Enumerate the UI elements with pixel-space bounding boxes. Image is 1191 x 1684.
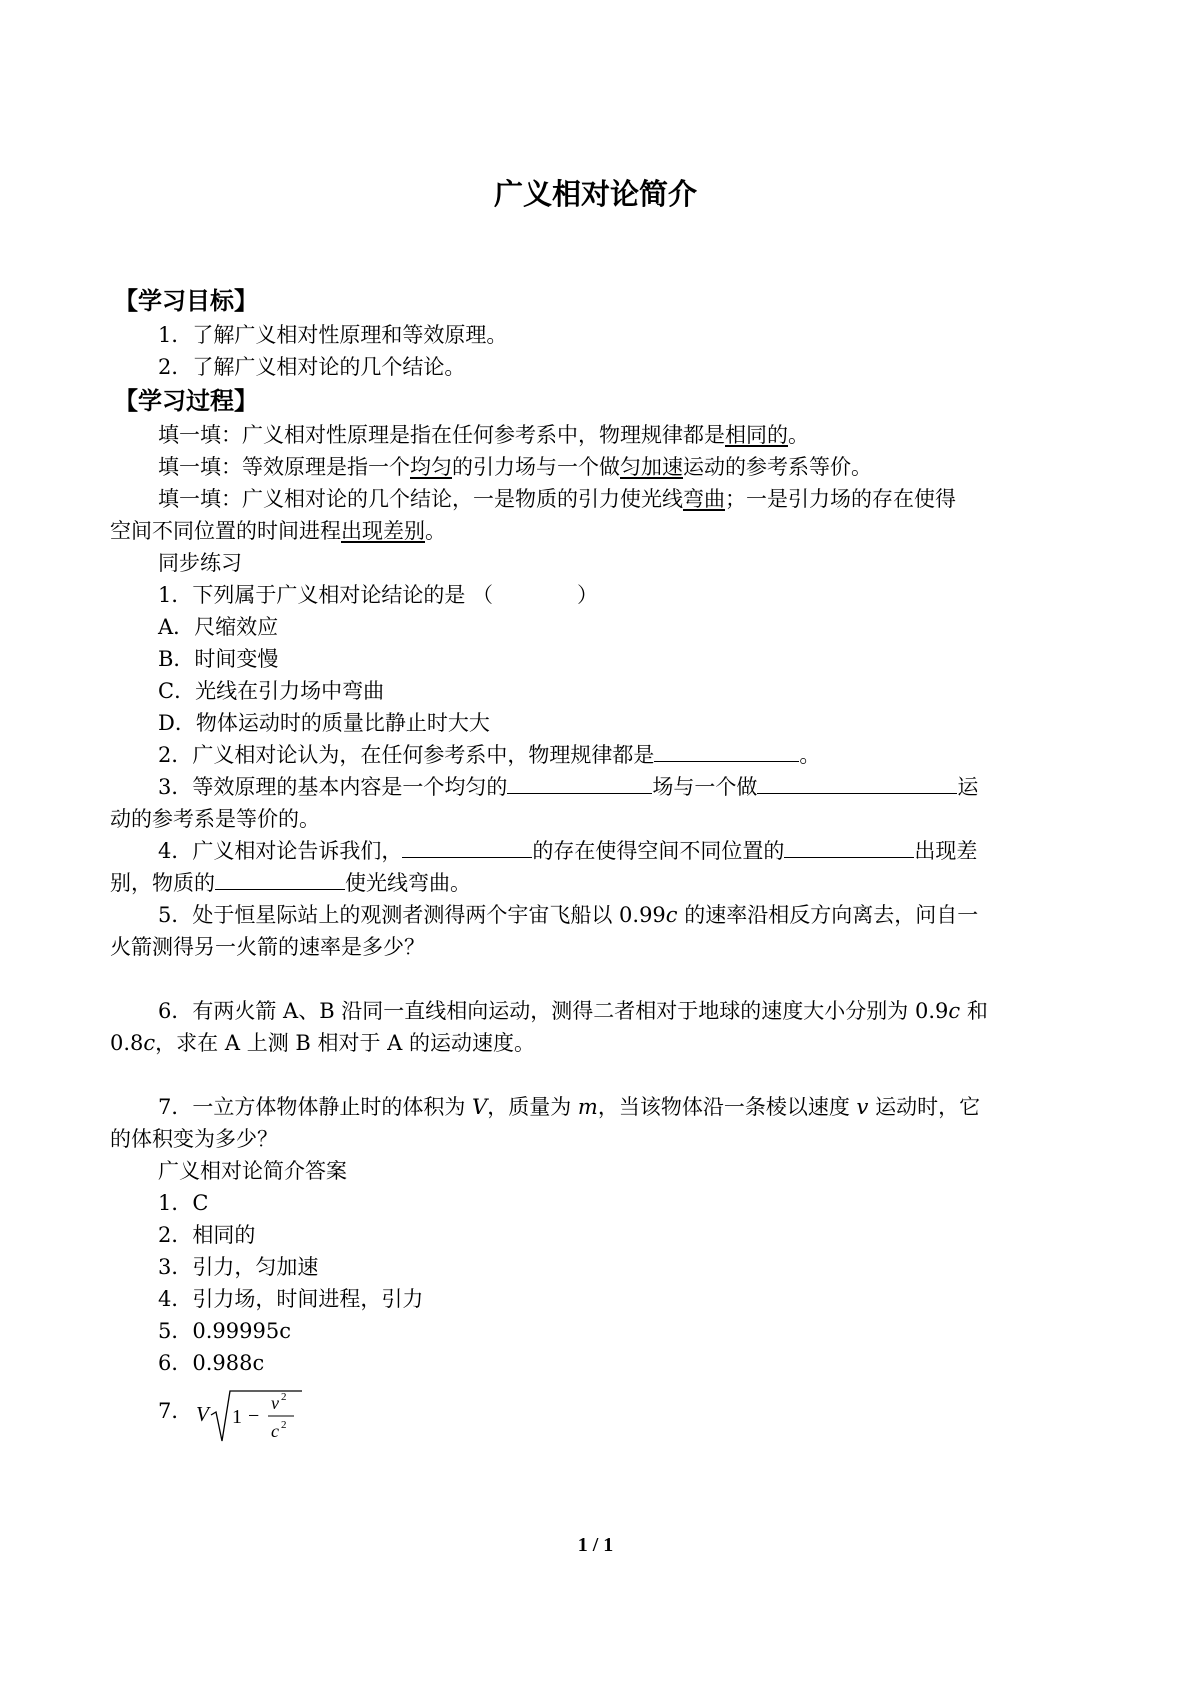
formula-exp-bottom: 2 — [281, 1419, 287, 1431]
question-1: 1．下列属于广义相对论结论的是 （ ） — [158, 583, 599, 607]
question-6-cont: 0.8c，求在 A 上测 B 相对于 A 的运动速度。 — [110, 1031, 535, 1055]
option-c: C．光线在引力场中弯曲 — [158, 679, 385, 703]
answer-item: 3．引力，匀加速 — [158, 1255, 319, 1279]
question-4: 4．广义相对论告诉我们， 的存在使得空间不同位置的 出现差 — [110, 835, 1080, 867]
fill-answer: 相同的 — [725, 423, 788, 447]
formula-minus: − — [248, 1405, 260, 1427]
fill-item-1: 填一填：广义相对性原理是指在任何参考系中，物理规律都是相同的。 — [158, 423, 809, 447]
question-5: 5．处于恒星际站上的观测者测得两个宇宙飞船以 0.99c 的速率沿相反方向离去，问自一 — [158, 903, 979, 927]
answer-item-7 — [110, 1385, 1080, 1457]
answer-number: 7． — [158, 1399, 193, 1423]
practice-heading: 同步练习 — [158, 551, 242, 575]
formula-v: v — [271, 1393, 279, 1413]
fill-item-3-cont: 空间不同位置的时间进程出现差别。 — [110, 519, 446, 543]
answer-blank — [784, 835, 914, 858]
question-5-cont: 火箭测得另一火箭的速率是多少？ — [110, 935, 425, 959]
answer-blank — [215, 867, 345, 890]
page-number: 1 / 1 — [577, 1534, 614, 1556]
answer-blank — [757, 771, 957, 794]
formula-exp-top: 2 — [281, 1391, 287, 1403]
answer-blank — [402, 835, 532, 858]
question-7: 7．一立方体物体静止时的体积为 V，质量为 m，当该物体沿一条棱以速度 v 运动时，它 — [158, 1095, 981, 1119]
answers-heading: 广义相对论简介答案 — [158, 1159, 347, 1183]
goal-item: 2．了解广义相对论的几个结论。 — [158, 355, 466, 379]
answer-item: 1．C — [158, 1191, 209, 1215]
fill-answer: 匀加速 — [620, 455, 683, 479]
answer-blank — [654, 739, 799, 762]
formula-one: 1 — [232, 1406, 242, 1428]
answer-item: 4．引力场，时间进程，引力 — [158, 1287, 424, 1311]
page-title: 广义相对论简介 — [493, 177, 697, 211]
goals-heading: 【学习目标】 — [114, 287, 258, 315]
answer-item: 2．相同的 — [158, 1223, 256, 1247]
answer-item: 5．0.99995c — [158, 1319, 291, 1343]
question-2: 2．广义相对论认为，在任何参考系中，物理规律都是 。 — [110, 739, 1080, 771]
goal-item: 1．了解广义相对性原理和等效原理。 — [158, 323, 508, 347]
time-dilation-formula — [194, 1385, 304, 1449]
question-7-cont: 的体积变为多少？ — [110, 1127, 278, 1151]
fill-item-2: 填一填：等效原理是指一个均匀的引力场与一个做匀加速运动的参考系等价。 — [158, 455, 872, 479]
fill-item-3: 填一填：广义相对论的几个结论，一是物质的引力使光线弯曲；一是引力场的存在使得 — [158, 487, 956, 511]
answer-blank — [507, 771, 652, 794]
question-4-cont: 别，物质的 使光线弯曲。 — [110, 867, 1080, 899]
content — [110, 283, 1080, 1457]
option-b: B．时间变慢 — [158, 647, 279, 671]
question-3: 3．等效原理的基本内容是一个均匀的 场与一个做 运 — [110, 771, 1080, 803]
question-3-cont: 动的参考系是等价的。 — [110, 807, 320, 831]
fill-answer: 均匀 — [410, 455, 452, 479]
formula-c: c — [271, 1421, 279, 1441]
process-heading: 【学习过程】 — [114, 387, 258, 415]
option-d: D．物体运动时的质量比静止时大大 — [158, 711, 490, 735]
question-6: 6．有两火箭 A、B 沿同一直线相向运动，测得二者相对于地球的速度大小分别为 0.9c 和 — [158, 999, 988, 1023]
formula-V: V — [196, 1402, 209, 1426]
fill-answer: 出现差别 — [341, 519, 425, 543]
fill-answer: 弯曲 — [683, 487, 725, 511]
answer-item: 6．0.988c — [158, 1351, 265, 1375]
option-a: A．尺缩效应 — [158, 615, 279, 639]
